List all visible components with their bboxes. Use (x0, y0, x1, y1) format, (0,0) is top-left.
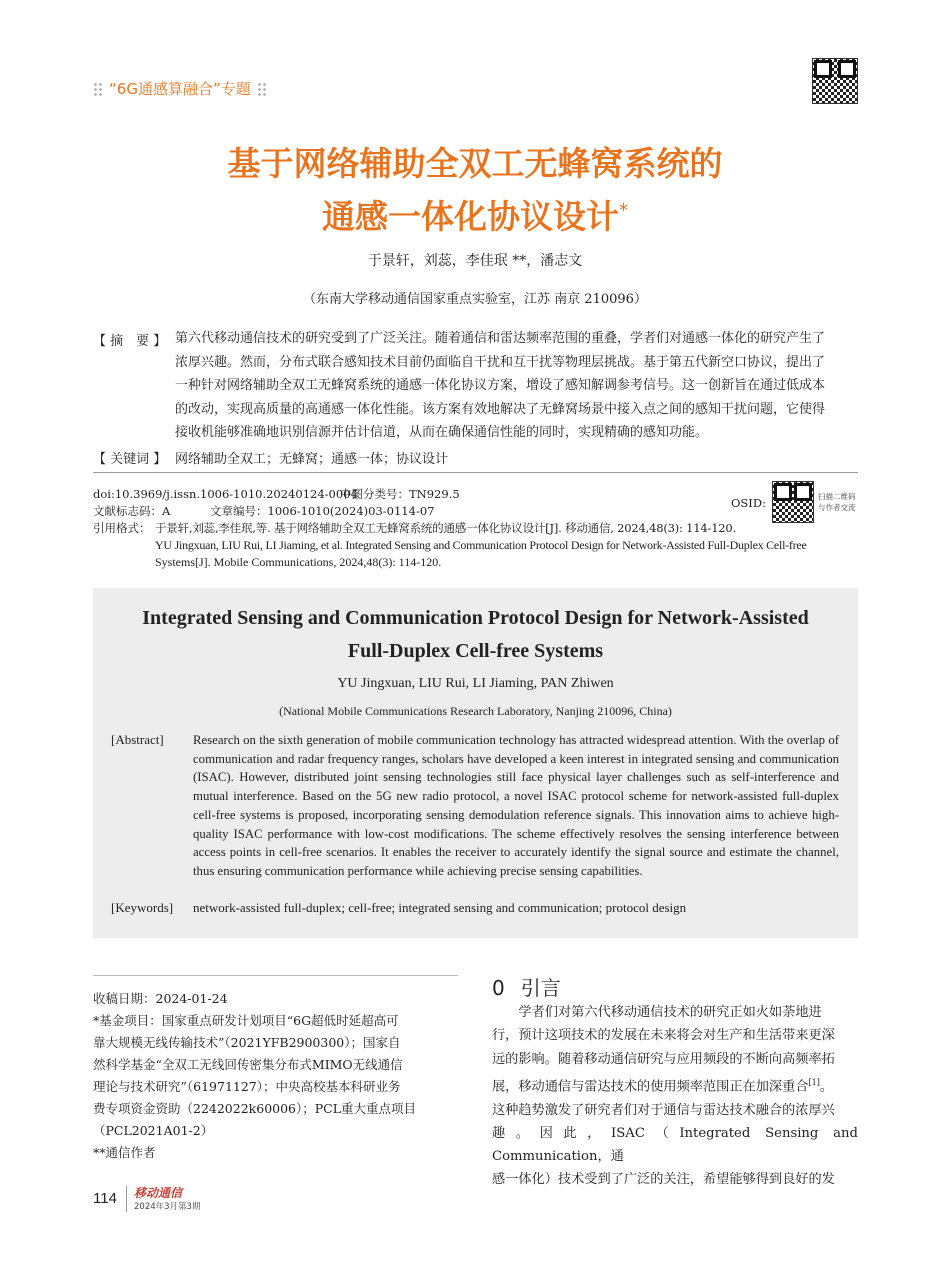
osid-note-line: 与作者交流 (818, 503, 856, 512)
doc-code: 文献标志码：A (93, 504, 171, 518)
fund-line: （PCL2021A01-2） (93, 1123, 214, 1138)
english-title-line: Full-Duplex Cell-free Systems (347, 640, 604, 662)
section-tag (93, 78, 267, 99)
keywords-cn-label: 【 关键词 】 (93, 452, 167, 467)
intro-line: 这种趋势激发了研究者们对于通信与雷达技术融合的浓厚兴 (492, 1102, 835, 1118)
title-line-1: 基于网络辅助全双工无蜂窝系统的 (227, 144, 723, 183)
cite-en-line-1: YU Jingxuan, LIU Rui, LI Jiaming, et al. Integrated Sensing and Communication Protocol Design for Network-Assisted Full-Duplex Cell-free (155, 538, 807, 552)
intro-line: 趣。因此，ISAC（Integrated Sensing and Communication，通 (492, 1125, 858, 1165)
keywords-cn: 网络辅助全双工；无蜂窝；通感一体；协议设计 (175, 452, 449, 467)
decor-dots-icon (257, 82, 267, 98)
abstract-cn-label: 【 摘 要 】 (93, 334, 167, 349)
english-affiliation: (National Mobile Communications Research Laboratory, Nanjing 210096, China) (279, 704, 672, 718)
article-number: 文章编号：1006-1010(2024)03-0114-07 (210, 504, 435, 518)
cite-en-line-2: Systems[J]. Mobile Communications, 2024,48(3): 114-120. (155, 555, 442, 569)
corresponding-author: **通信作者 (93, 1145, 156, 1160)
doi: doi:10.3969/j.issn.1006-1010.20240124-0004 (93, 487, 358, 501)
section-heading (492, 972, 561, 1001)
osid-qr-icon (772, 481, 814, 523)
fund-line: 理论与技术研究”（61971127）；中央高校基本科研业务 (93, 1079, 401, 1094)
section-title: 引言 (520, 976, 561, 1000)
fund-line: *基金项目：国家重点研发计划项目“6G超低时延超高可 (93, 1013, 399, 1028)
decor-dots-icon (93, 82, 103, 98)
osid-note (818, 491, 856, 513)
english-title (93, 602, 858, 668)
footer-divider (126, 1186, 127, 1212)
abstract-cn-line: 一种针对网络辅助全双工无蜂窝系统的通感一体化协议方案，增设了感知解调参考信号。这一创新旨在通过低成本 (175, 378, 826, 394)
cite-cn: 于景轩,刘蕊,李佳珉,等. 基于网络辅助全双工无蜂窝系统的通感一体化协议设计[J]. 移动通信, 2024,48(3): 114-120. (155, 521, 736, 535)
cite-label: 引用格式： (93, 521, 151, 535)
intro-line: 感一体化）技术受到了广泛的关注，希望能够得到良好的发 (492, 1172, 835, 1188)
journal-logo: 移动通信 (134, 1186, 183, 1200)
osid-label: OSID: (731, 496, 766, 510)
intro-paragraph (492, 1001, 858, 1192)
received-date: 收稿日期：2024-01-24 (93, 991, 228, 1006)
abstract-cn (175, 327, 865, 445)
osid-note-line: 扫描二维码 (818, 492, 856, 501)
title-line-2: 通感一体化协议设计* (322, 197, 628, 236)
section-number: 0 (492, 976, 505, 1000)
english-authors: YU Jingxuan, LIU Rui, LI Jiaming, PAN Zhiwen (337, 676, 614, 691)
english-abstract: Research on the sixth generation of mobile communication technology has attracted widespread attention. With the overlap of communication and radar frequency ranges, scholars have developed a keen interest in integrated sensing and communication (ISAC). However, distributed joint sensing technologies still face physical layer challenges such as self-interference and mutual interference. Based on the 5G new radio protocol, a novel ISAC protocol scheme for network-assisted full-duplex cell-free systems is proposed, incorporating sensing demodulation reference signals. This innovation aims to achieve high-quality ISAC performance with low-cost modifications. The scheme effectively resolves the sensing interference between access points in cell-free scenarios. It enables the receiver to accurately identify the signal source and estimate the channel, thus ensuring communication performance while achieving precise sensing capabilities. (193, 733, 839, 878)
issue-info: 2024年3月第3期 (134, 1202, 201, 1212)
abstract-cn-line: 的改动，实现高质量的高通感一体化性能。该方案有效地解决了无蜂窝场景中接入点之间的感知干扰问题，它使得 (175, 401, 826, 417)
intro-line: 远的影响。随着移动通信研究与应用频段的不断向高频率拓 (492, 1051, 835, 1067)
fund-line: 靠大规模无线传输技术”（2021YFB2900300）；国家自 (93, 1035, 401, 1050)
affiliation-cn: （东南大学移动通信国家重点实验室，江苏 南京 210096） (303, 292, 647, 307)
authors-cn: 于景轩，刘蕊，李佳珉 **，潘志文 (367, 253, 583, 269)
english-title-line: Integrated Sensing and Communication Protocol Design for Network-Assisted (142, 607, 809, 629)
intro-line: 展，移动通信与雷达技术的使用频率范围正在加深重合[1]。 (492, 1077, 834, 1095)
citation-ref[interactable]: [1] (808, 1077, 820, 1087)
english-abstract-label: [Abstract] (111, 732, 164, 747)
fund-line: 费专项资金资助（2242022k60006）；PCL重大重点项目 (93, 1101, 417, 1116)
page-number: 114 (93, 1190, 117, 1207)
english-keywords-label: [Keywords] (111, 900, 174, 915)
clc-number: 中图分类号：TN929.5 (340, 487, 460, 501)
section-tag-label: “6G通感算融合”专题 (109, 80, 251, 98)
abstract-cn-line: 第六代移动通信技术的研究受到了广泛关注。随着通信和雷达频率范围的重叠，学者们对通感一体化的研究产生了 (175, 331, 826, 346)
abstract-cn-line: 浓厚兴趣。然而，分布式联合感知技术目前仍面临自干扰和互干扰等物理层挑战。基于第五代新空口协议，提出了 (175, 354, 826, 370)
intro-line: 行，预计这项技术的发展在未来将会对生产和生活带来更深 (492, 1028, 835, 1044)
intro-line: 学者们对第六代移动通信技术的研究正如火如荼地进 (518, 1005, 822, 1020)
fund-info (93, 1010, 463, 1164)
footnote-divider (93, 975, 458, 976)
qr-code-icon (812, 58, 858, 104)
english-keywords: network-assisted full-duplex; cell-free; integrated sensing and communication; protocol design (193, 900, 687, 915)
divider (93, 472, 858, 473)
fund-line: 然科学基金“全双工无线回传密集分布式MIMO无线通信 (93, 1057, 403, 1072)
abstract-cn-line: 接收机能够准确地识别信源并估计信道，从而在确保通信性能的同时，实现精确的感知功能。 (175, 425, 709, 441)
